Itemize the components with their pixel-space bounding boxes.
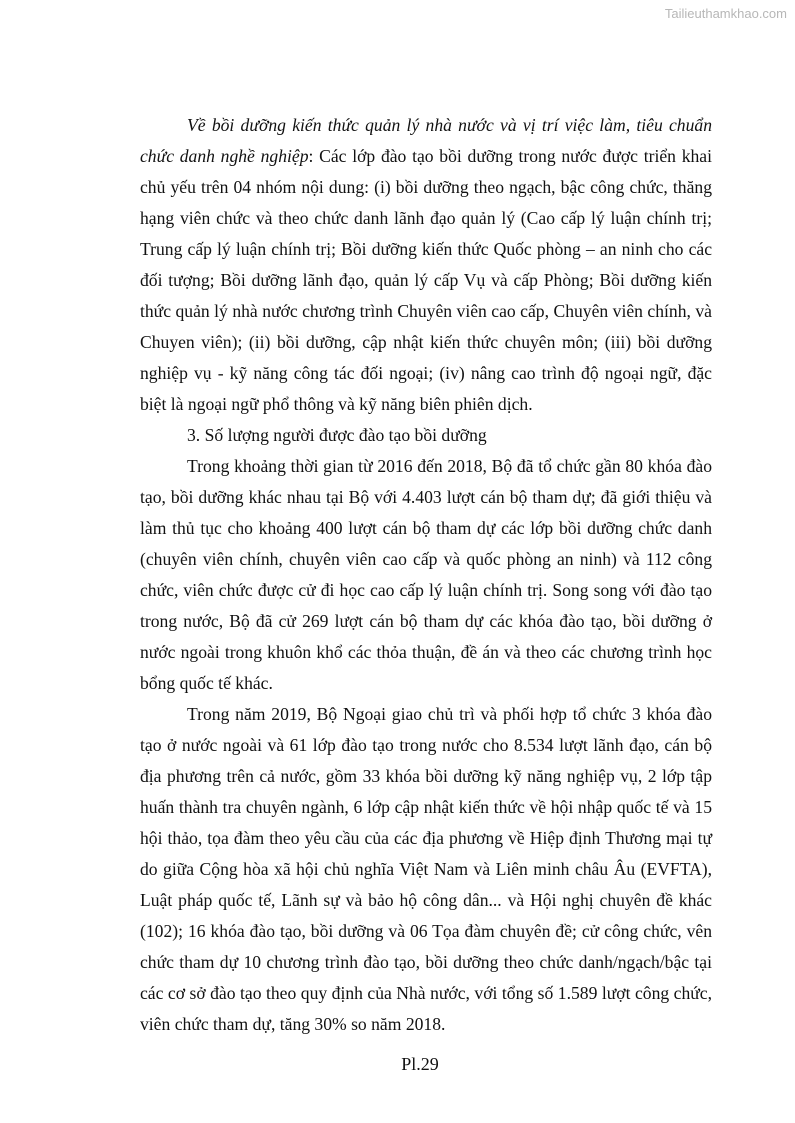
paragraph-2019: Trong năm 2019, Bộ Ngoại giao chủ trì và phối hợp tổ chức 3 khóa đào tạo ở nước ngoài và 61 lớp đào tạo trong nước cho 8.534 lượt lãnh đạo, cán bộ địa phương trên cả nước, gồm 33 khóa bồi dưỡng kỹ năng nghiệp vụ, 2 lớp tập huấn thành tra chuyên ngành, 6 lớp cập nhật kiến thức về hội nhập quốc tế và 15 hội thảo, tọa đàm theo yêu cầu của các địa phương về Hiệp định Thương mại tự do giữa Cộng hòa xã hội chủ nghĩa Việt Nam và Liên minh châu Âu (EVFTA), Luật pháp quốc tế, Lãnh sự và bảo hộ công dân... và Hội nghị chuyên đề khác (102); 16 khóa đào tạo, bồi dưỡng và 06 Tọa đàm chuyên đề; cử công chức, vên chức tham dự 10 chương trình đào tạo, bồi dưỡng theo chức danh/ngạch/bậc tại các cơ sở đào tạo theo quy định của Nhà nước, với tổng số 1.589 lượt công chức, viên chức tham dự, tăng 30% so năm 2018.: [140, 704, 712, 1034]
paragraph-2016-2018: Trong khoảng thời gian từ 2016 đến 2018, Bộ đã tổ chức gần 80 khóa đào tạo, bồi dưỡng khác nhau tại Bộ với 4.403 lượt cán bộ tham dự; đã giới thiệu và làm thủ tục cho khoảng 400 lượt cán bộ tham dự các lớp bồi dưỡng chức danh (chuyên viên chính, chuyên viên cao cấp và quốc phòng an ninh) và 112 công chức, viên chức được cử đi học cao cấp lý luận chính trị. Song song với đào tạo trong nước, Bộ đã cử 269 lượt cán bộ tham dự các khóa đào tạo, bồi dưỡng ở nước ngoài trong khuôn khổ các thỏa thuận, đề án và theo các chương trình học bổng quốc tế khác.: [140, 456, 712, 693]
document-body: [140, 110, 712, 1040]
paragraph-training-content: [140, 110, 712, 420]
italic-lead-text: Về bồi dưỡng kiến thức quản lý nhà nước và vị trí việc làm, tiêu chuẩn chức danh nghề nghiệp: [140, 115, 712, 166]
page-number: Pl.29: [401, 1054, 439, 1074]
paragraph-text: : Các lớp đào tạo bồi dưỡng trong nước được triển khai chủ yếu trên 04 nhóm nội dung: (i) bồi dưỡng theo ngạch, bậc công chức, thăng hạng viên chức và theo chức danh lãnh đạo quản lý (Cao cấp lý luận chính trị; Trung cấp lý luận chính trị; Bồi dưỡng kiến thức Quốc phòng – an ninh cho các đối tượng; Bồi dưỡng lãnh đạo, quản lý cấp Vụ và cấp Phòng; Bồi dưỡng kiến thức quản lý nhà nước chương trình Chuyên viên cao cấp, Chuyên viên chính, và Chuyen viên); (ii) bồi dưỡng, cập nhật kiến thức chuyên môn; (iii) bồi dưỡng nghiệp vụ - kỹ năng công tác đối ngoại; (iv) nâng cao trình độ ngoại ngữ, đặc biệt là ngoại ngữ phổ thông và kỹ năng biên phiên dịch.: [140, 146, 713, 414]
section-heading: 3. Số lượng người được đào tạo bồi dưỡng: [187, 425, 487, 445]
watermark: Tailieuthamkhao.com: [664, 6, 787, 21]
